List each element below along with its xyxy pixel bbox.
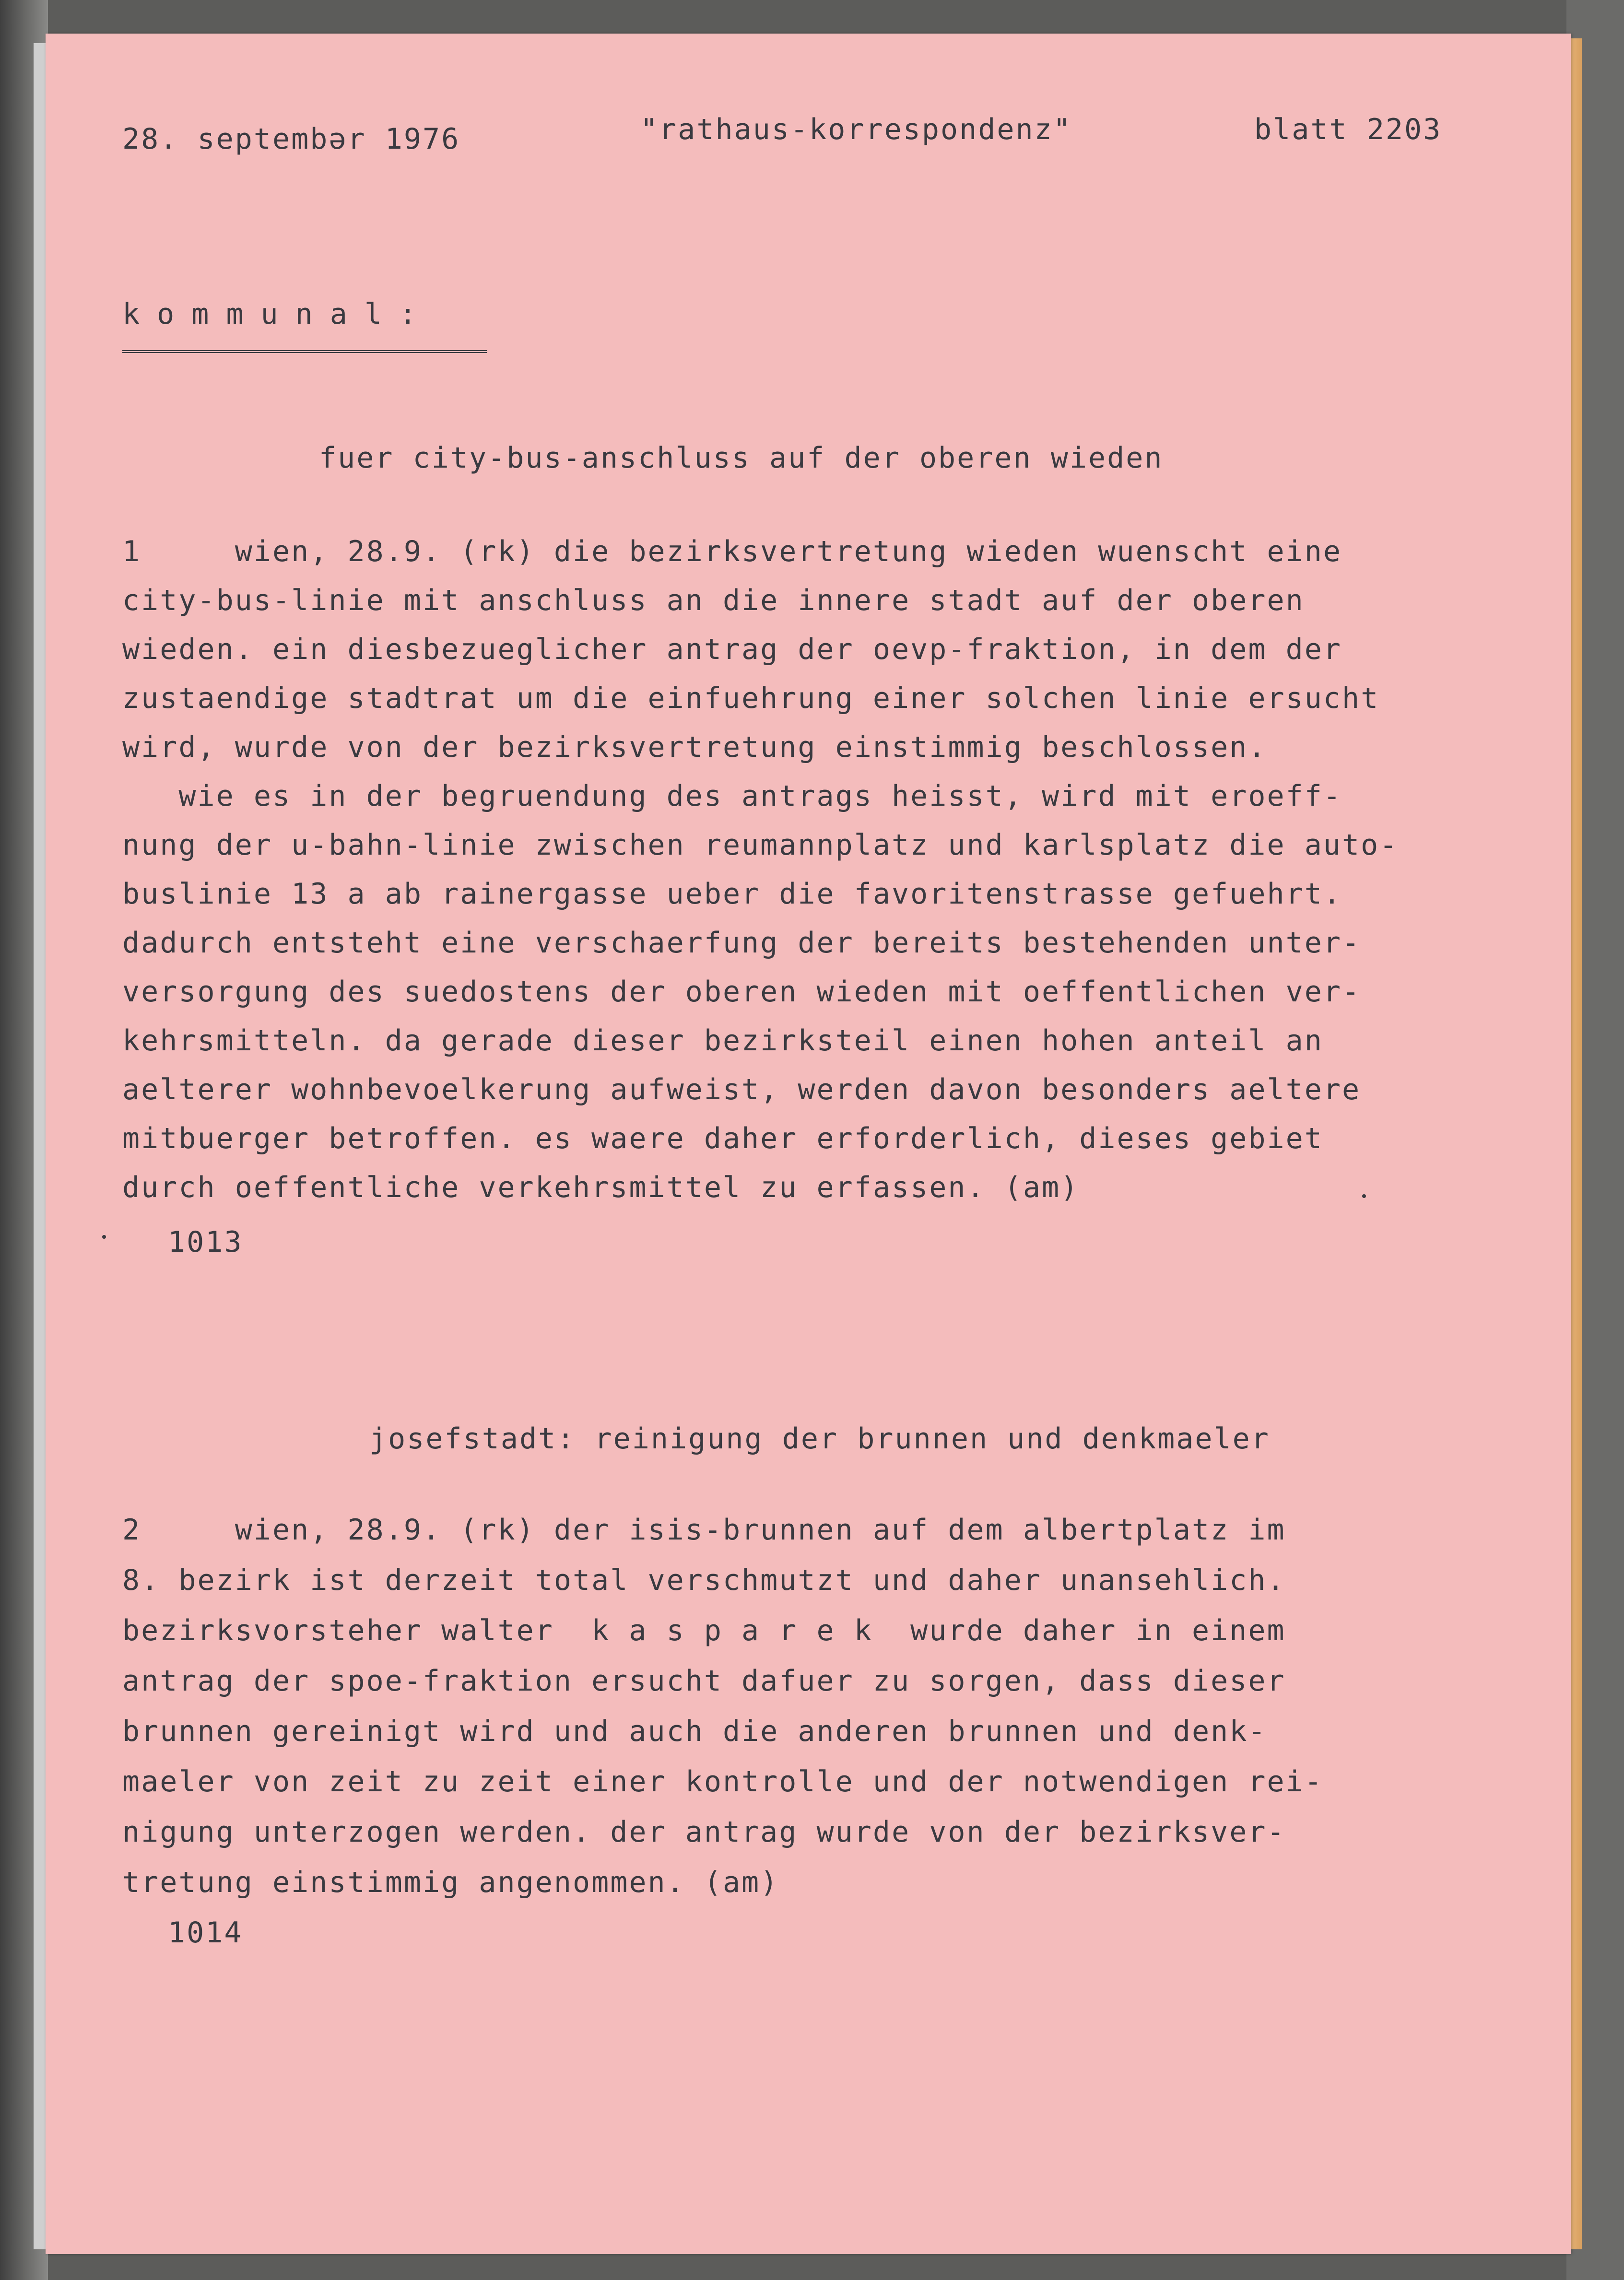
article-1-line: buslinie 13 a ab rainergasse ueber die favoritenstrasse gefuehrt. [122, 877, 1342, 911]
article-1-line: kehrsmitteln. da gerade dieser bezirksteil einen hohen anteil an [122, 1024, 1323, 1058]
rubric-title: kommunal: [122, 297, 434, 331]
ink-dot [102, 1235, 106, 1239]
article-2-line: maeler von zeit zu zeit einer kontrolle und der notwendigen rei- [122, 1765, 1323, 1798]
header-title: "rathaus-korrespondenz" [640, 113, 1072, 146]
article-2-line: brunnen gereinigt wird und auch die anderen brunnen und denk- [122, 1715, 1267, 1748]
article-1-line: wie es in der begruendung des antrags heisst, wird mit eroeff- [122, 779, 1342, 813]
article-2-line: antrag der spoe-fraktion ersucht dafuer zu sorgen, dass dieser [122, 1664, 1286, 1698]
article-2-line: 2 wien, 28.9. (rk) der isis-brunnen auf dem albertplatz im [122, 1513, 1286, 1547]
article-1-line: zustaendige stadtrat um die einfuehrung einer solchen linie ersucht [122, 682, 1380, 715]
rubric-underline [122, 350, 487, 353]
article-1-line: nung der u-bahn-linie zwischen reumannplatz und karlsplatz die auto- [122, 828, 1399, 862]
article-1-line: durch oeffentliche verkehrsmittel zu erfassen. (am) [122, 1171, 1080, 1204]
article-2-heading: josefstadt: reinigung der brunnen und denkmaeler [369, 1422, 1270, 1456]
article-2-line: bezirksvorsteher walter k a s p a r e k wurde daher in einem [122, 1614, 1286, 1647]
article-1-line: mitbuerger betroffen. es waere daher erforderlich, dieses gebiet [122, 1122, 1323, 1155]
ink-dot [1362, 1194, 1366, 1198]
article-2-line: tretung einstimmig angenommen. (am) [122, 1866, 779, 1899]
article-1-line: 1 wien, 28.9. (rk) die bezirksvertretung wieden wuenscht eine [122, 535, 1342, 568]
document-page [46, 34, 1571, 2254]
article-1-line: versorgung des suedostens der oberen wieden mit oeffentlichen ver- [122, 975, 1361, 1009]
article-1-code: 1013 [168, 1225, 243, 1259]
article-1-line: wieden. ein diesbezueglicher antrag der oevp-fraktion, in dem der [122, 633, 1342, 666]
article-2-line: nigung unterzogen werden. der antrag wurde von der bezirksver- [122, 1815, 1286, 1849]
article-1-line: city-bus-linie mit anschluss an die innere stadt auf der oberen [122, 584, 1305, 617]
article-1-line: wird, wurde von der bezirksvertretung einstimmig beschlossen. [122, 730, 1267, 764]
header-date: 28. septembər 1976 [122, 122, 460, 156]
article-1-line: dadurch entsteht eine verschaerfung der bereits bestehenden unter- [122, 926, 1361, 960]
header-sheet-number: blatt 2203 [1254, 113, 1442, 146]
article-1-heading: fuer city-bus-anschluss auf der oberen wieden [319, 441, 1164, 475]
article-2-code: 1014 [168, 1916, 243, 1950]
article-2-line: 8. bezirk ist derzeit total verschmutzt und daher unansehlich. [122, 1563, 1286, 1597]
article-1-line: aelterer wohnbevoelkerung aufweist, werden davon besonders aeltere [122, 1073, 1361, 1106]
